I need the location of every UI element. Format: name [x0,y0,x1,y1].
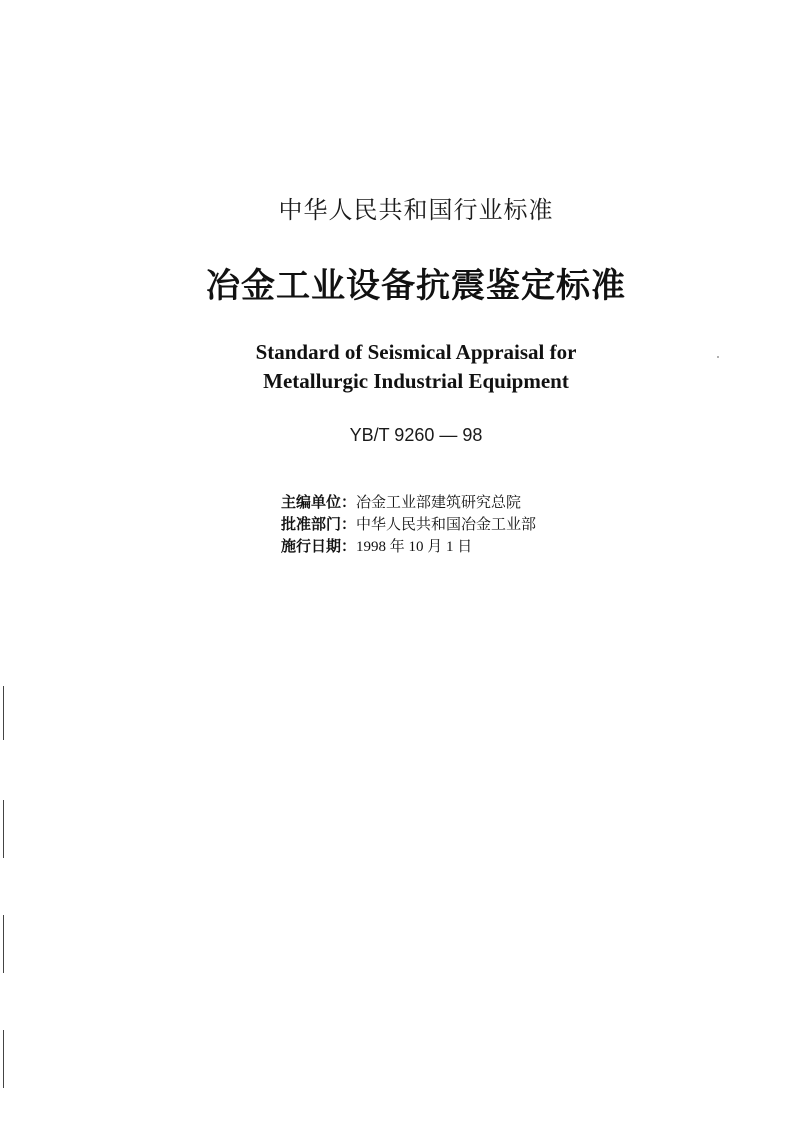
meta-label: 主编单位： [281,495,357,511]
standard-code: YB/T 9260 — 98 [349,425,483,445]
publication-info [281,492,536,558]
scan-dot [717,356,719,358]
meta-row-approver [281,514,536,536]
meta-row-effective-date [281,536,536,558]
english-title-line-1: Standard of Seismical Appraisal for [255,340,577,364]
meta-label: 施行日期： [281,539,357,555]
main-title: 冶金工业设备抗震鉴定标准 [206,266,626,306]
scan-mark [3,800,4,858]
meta-value: 1998 年 10 月 1 日 [356,539,473,555]
scan-mark [3,686,4,740]
series-title: 中华人民共和国行业标准 [278,196,554,224]
meta-value: 冶金工业部建筑研究总院 [356,495,522,511]
scan-mark [3,915,4,973]
meta-row-editor [281,492,536,514]
meta-label: 批准部门： [281,517,357,533]
meta-value: 中华人民共和国冶金工业部 [356,517,537,533]
scan-mark [3,1030,4,1088]
english-title [0,338,800,396]
english-title-line-2: Metallurgic Industrial Equipment [263,369,569,393]
